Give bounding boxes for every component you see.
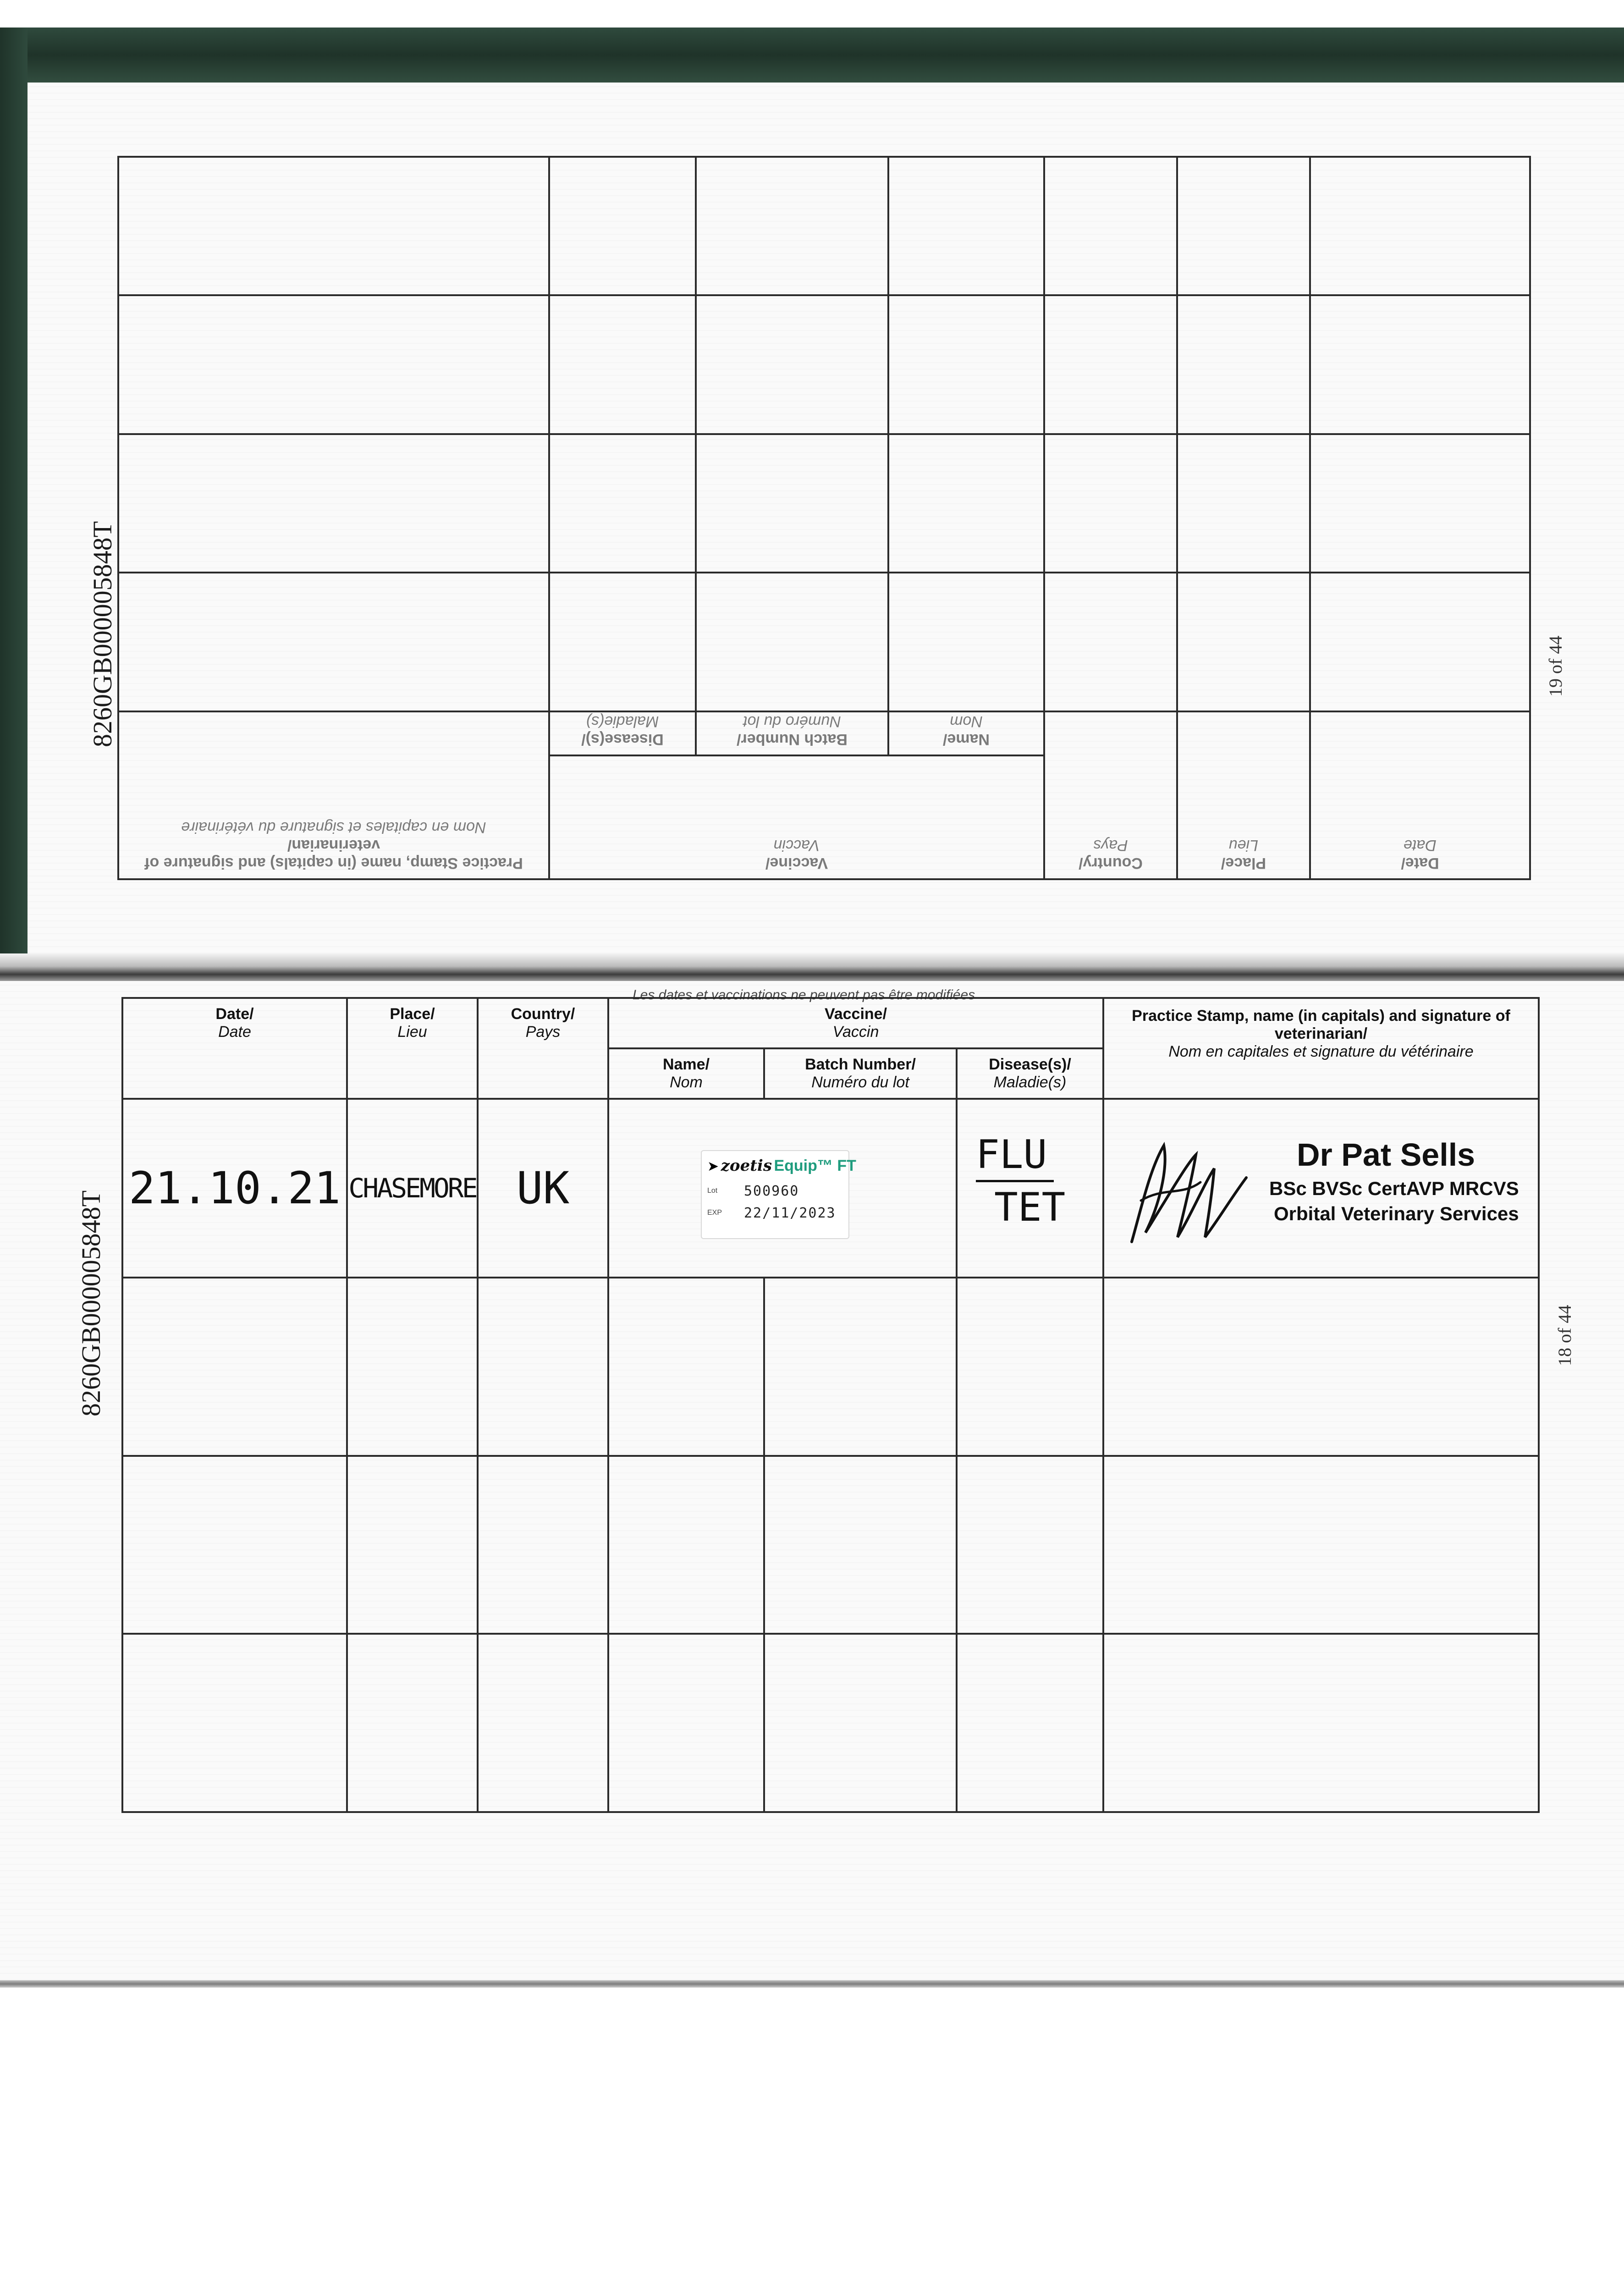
sticker-expiry: 22/11/2023 — [744, 1205, 836, 1221]
vet-practice: Orbital Veterinary Services — [1274, 1203, 1519, 1224]
entry-place: CHASEMORE — [348, 1173, 476, 1204]
upper-empty-row — [118, 157, 1530, 295]
vet-qualifications: BSc BVSc CertAVP MRCVS — [1269, 1178, 1519, 1199]
header-practice: Practice Stamp, name (in capitals) and signature of veterinarian/ Nom en capitales et signature du vétérinaire — [1103, 998, 1539, 1099]
table-row — [122, 1099, 1539, 1278]
upper-vaccination-table — [119, 156, 1531, 880]
sticker-brand: zoetis — [721, 1157, 772, 1175]
sticker-lot-label: Lot — [707, 1187, 718, 1195]
lower-page — [0, 981, 1624, 1980]
table-row — [122, 1278, 1539, 1456]
entry-country-cell — [478, 1099, 608, 1278]
entry-disease-2: TET — [994, 1185, 1066, 1230]
page-bottom-edge — [0, 1980, 1624, 1988]
vaccination-table — [121, 997, 1540, 1813]
vet-name: Dr Pat Sells — [1297, 1137, 1475, 1173]
header-date: Date/ Date — [122, 998, 347, 1099]
entry-date: 21.10.21 — [128, 1163, 341, 1214]
entry-vet-cell — [1103, 1099, 1539, 1278]
upper-empty-row — [118, 573, 1530, 711]
upper-page — [28, 83, 1624, 953]
zoetis-logo-icon: ➤ — [707, 1159, 719, 1174]
header-vaccine: Vaccine/ Vaccin — [608, 998, 1103, 1048]
upper-header-country: Country/ Pays — [1044, 711, 1177, 879]
notice-text: Les dates et vaccinations ne peuvent pas être modifiées — [633, 987, 975, 1003]
upper-header-place: Place/ Lieu — [1177, 711, 1310, 879]
upper-header-name: Name/ Nom — [888, 711, 1044, 755]
upper-header-practice: Practice Stamp, name (in capitals) and signature of veterinarian/ Nom en capitales et signature du vétérinaire — [118, 711, 549, 879]
upper-empty-row — [118, 434, 1530, 573]
header-name: Name/ Nom — [608, 1048, 764, 1099]
table-row — [122, 1634, 1539, 1812]
entry-place-cell — [347, 1099, 478, 1278]
upper-header-date: Date/ Date — [1310, 711, 1530, 879]
table-row — [122, 1456, 1539, 1634]
upper-grid — [117, 156, 1531, 880]
upper-header-vaccine: Vaccine/ Vaccin — [549, 755, 1044, 879]
sticker-product: Equip™ FT — [774, 1157, 856, 1174]
header-country: Country/ Pays — [478, 998, 608, 1099]
book-cover-left-edge — [0, 28, 28, 972]
passport-id-lower: 8260GB000005848T — [76, 1190, 106, 1416]
header-place: Place/ Lieu — [347, 998, 478, 1099]
entry-date-cell — [122, 1099, 347, 1278]
entry-disease-1: FLU — [976, 1132, 1047, 1178]
sticker-lot: 500960 — [744, 1183, 799, 1199]
entry-country: UK — [516, 1163, 570, 1214]
upper-empty-row — [118, 295, 1530, 434]
disease-separator — [976, 1180, 1054, 1182]
passport-id-upper: 8260GB000005848T — [88, 521, 117, 747]
page-number-lower: 18 of 44 — [1554, 1305, 1575, 1366]
upper-header-disease: Disease(s)/ Maladie(s) — [549, 711, 696, 755]
entry-disease-cell — [957, 1099, 1103, 1278]
vaccine-sticker — [701, 1150, 856, 1239]
vet-signature — [1113, 1127, 1251, 1256]
entry-vaccine-cell — [608, 1099, 957, 1278]
sticker-exp-label: EXP — [707, 1209, 722, 1217]
header-disease: Disease(s)/ Maladie(s) — [957, 1048, 1103, 1099]
header-batch: Batch Number/ Numéro du lot — [764, 1048, 957, 1099]
upper-header-batch: Batch Number/ Numéro du lot — [696, 711, 888, 755]
page-number-upper: 19 of 44 — [1545, 635, 1566, 697]
